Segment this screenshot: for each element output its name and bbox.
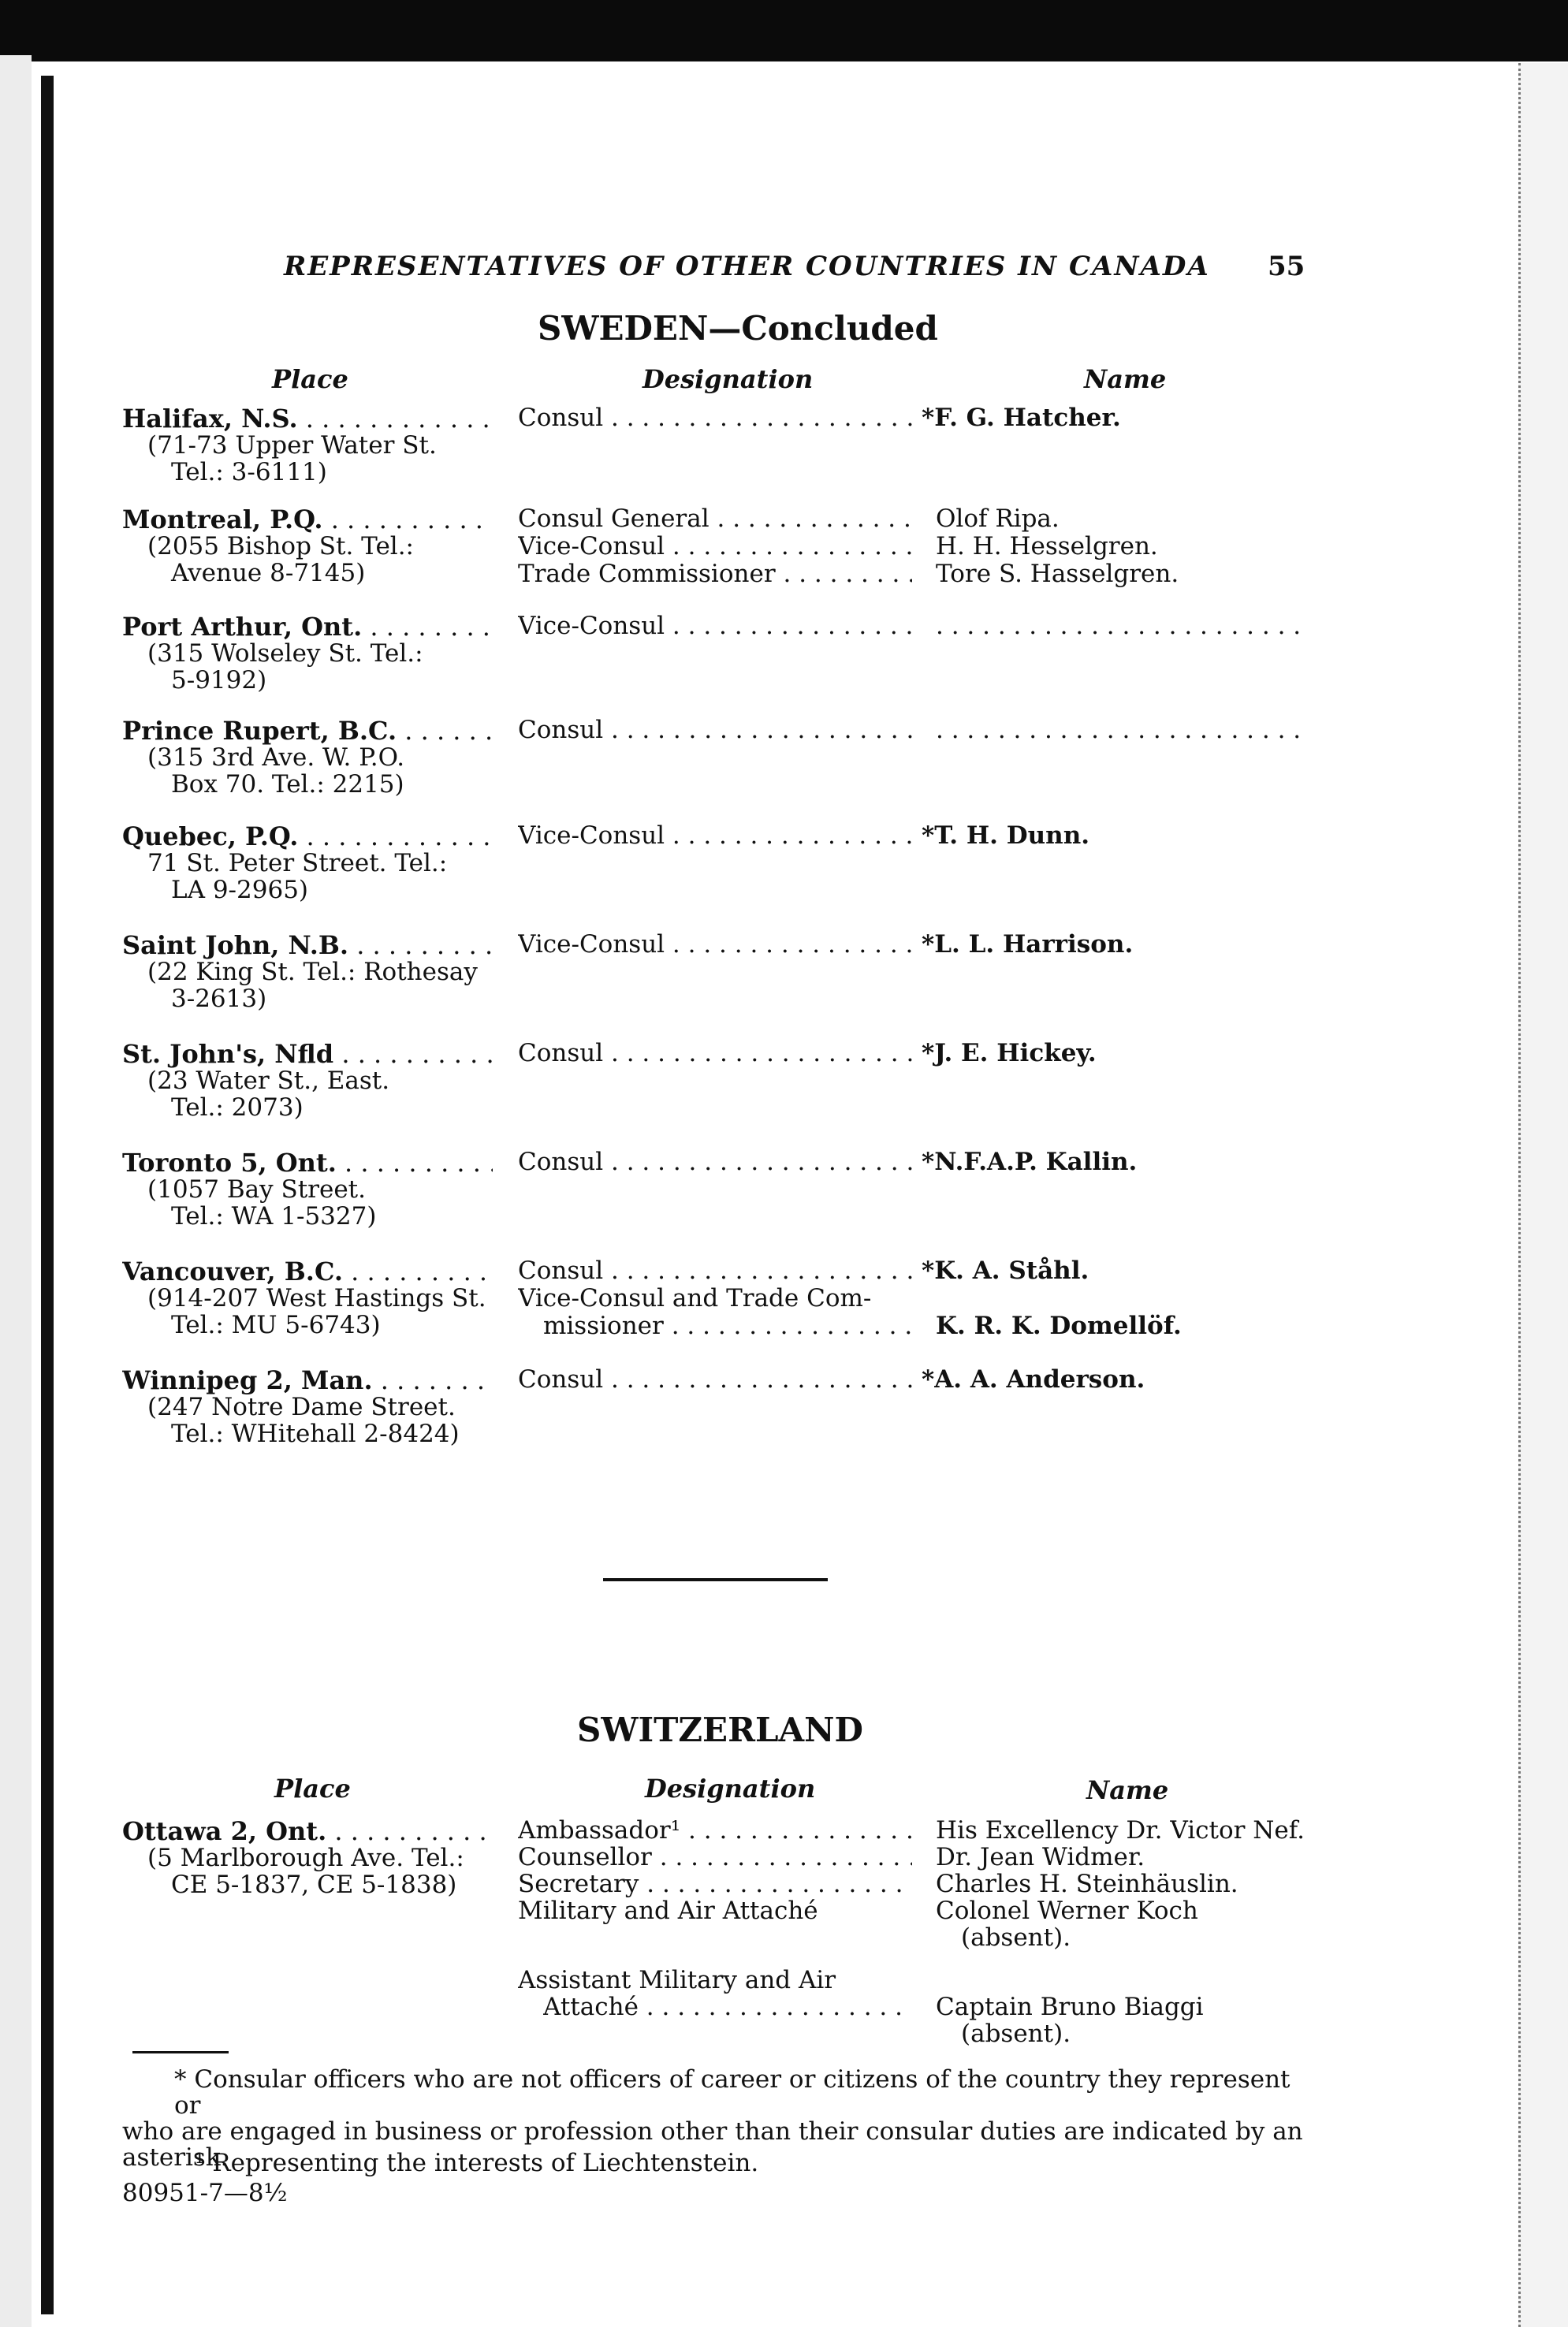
entry-place: Saint John, N.B. . . . bbox=[122, 930, 493, 960]
designation: Ambassador¹ . . . bbox=[518, 1816, 912, 1845]
entry-address: (1057 Bay Street. Tel.: WA 1-5327) bbox=[147, 1175, 377, 1231]
entry-place: Vancouver, B.C. . . . bbox=[122, 1257, 493, 1286]
entry-address: (2055 Bishop St. Tel.: Avenue 8-7145) bbox=[147, 532, 415, 587]
page-binding-edge bbox=[41, 76, 54, 2314]
column-header-place: Place bbox=[272, 364, 348, 394]
representative-name: H. H. Hesselgren. bbox=[936, 532, 1158, 560]
designation: Consul . . . bbox=[518, 1148, 912, 1176]
page-number: 55 bbox=[1268, 251, 1305, 282]
print-code: 80951-7—8½ bbox=[122, 2179, 288, 2207]
designation: Assistant Military and Air bbox=[518, 1966, 836, 1994]
vacant-name-leader bbox=[936, 612, 1306, 640]
running-head: REPRESENTATIVES OF OTHER COUNTRIES IN CANADA bbox=[284, 251, 1210, 282]
footnote-one: ¹ Representing the interests of Liechtenstein. bbox=[195, 2149, 759, 2177]
entry-place: Montreal, P.Q. . . . bbox=[122, 504, 493, 534]
representative-name: Tore S. Hasselgren. bbox=[936, 560, 1179, 588]
section-divider bbox=[603, 1578, 828, 1581]
designation: missioner . . . bbox=[543, 1312, 912, 1340]
entry-place: Port Arthur, Ont. . . . bbox=[122, 612, 493, 642]
entry-address: (315 Wolseley St. Tel.: 5-9192) bbox=[147, 639, 423, 694]
representative-name: Colonel Werner Koch bbox=[936, 1897, 1198, 1925]
designation: Secretary . . . bbox=[518, 1870, 912, 1898]
column-header-designation: Designation bbox=[645, 1774, 816, 1804]
entry-address: (22 King St. Tel.: Rothesay 3-2613) bbox=[147, 958, 478, 1013]
entry-address: (5 Marlborough Ave. Tel.: CE 5-1837, CE 5-1838) bbox=[147, 1844, 464, 1899]
scan-top-border bbox=[0, 0, 1568, 61]
designation: Consul . . . bbox=[518, 1039, 912, 1067]
representative-name: Dr. Jean Widmer. bbox=[936, 1843, 1145, 1871]
designation: Counsellor . . . bbox=[518, 1843, 912, 1871]
entry-address: (914-207 West Hastings St. Tel.: MU 5-6743) bbox=[147, 1284, 486, 1339]
column-header-name: Name bbox=[1086, 1775, 1169, 1805]
representative-name: K. R. K. Domellöf. bbox=[936, 1312, 1182, 1340]
section-title-switzerland: SWITZERLAND bbox=[577, 1711, 863, 1749]
representative-name: *T. H. Dunn. bbox=[922, 821, 1090, 850]
entry-address: (247 Notre Dame Street. Tel.: WHitehall 2-8424) bbox=[147, 1393, 460, 1448]
representative-name: His Excellency Dr. Victor Nef. bbox=[936, 1816, 1305, 1845]
designation: Consul . . . bbox=[518, 1365, 912, 1394]
scan-right-edge bbox=[1518, 63, 1568, 2327]
designation: Consul . . . bbox=[518, 716, 912, 744]
representative-name: *N.F.A.P. Kallin. bbox=[922, 1148, 1138, 1176]
representative-name: *J. E. Hickey. bbox=[922, 1039, 1097, 1067]
designation: Trade Commissioner . . . bbox=[518, 560, 912, 588]
vacant-name-leader bbox=[936, 716, 1306, 744]
designation: Vice-Consul . . . bbox=[518, 930, 912, 959]
entry-place: Quebec, P.Q. . . . bbox=[122, 821, 493, 851]
representative-name: *K. A. Ståhl. bbox=[922, 1257, 1089, 1285]
footnote-asterisk: * Consular officers who are not officers of career or citizens of the country they represent or who are engaged in business or profession other than their consular duties are indicated by an asterisk. bbox=[122, 2065, 1303, 2172]
entry-place: St. John's, Nfld . . . bbox=[122, 1039, 493, 1069]
entry-address: 71 St. Peter Street. Tel.: LA 9-2965) bbox=[147, 849, 448, 904]
representative-name: Olof Ripa. bbox=[936, 504, 1060, 533]
designation: Vice-Consul . . . bbox=[518, 821, 912, 850]
entry-address: (71-73 Upper Water St. Tel.: 3-6111) bbox=[147, 431, 437, 486]
designation: Military and Air Attaché bbox=[518, 1897, 818, 1925]
designation: Consul General . . . bbox=[518, 504, 912, 533]
entry-address: (23 Water St., East. Tel.: 2073) bbox=[147, 1067, 390, 1122]
designation: Vice-Consul . . . bbox=[518, 532, 912, 560]
entry-place: Winnipeg 2, Man. . . . bbox=[122, 1365, 493, 1395]
designation: Vice-Consul . . . bbox=[518, 612, 912, 640]
representative-name: *A. A. Anderson. bbox=[922, 1365, 1145, 1394]
designation: Consul . . . bbox=[518, 1257, 912, 1285]
entry-place: Prince Rupert, B.C. . . . bbox=[122, 716, 493, 746]
representative-name: Captain Bruno Biaggi bbox=[936, 1993, 1204, 2021]
entry-address: (315 3rd Ave. W. P.O. Box 70. Tel.: 2215) bbox=[147, 743, 405, 799]
representative-name: *F. G. Hatcher. bbox=[922, 404, 1121, 432]
column-header-place: Place bbox=[274, 1774, 351, 1804]
entry-place: Halifax, N.S. . . . bbox=[122, 404, 493, 434]
designation: Vice-Consul and Trade Com- bbox=[518, 1284, 872, 1312]
entry-place: Toronto 5, Ont. . . . bbox=[122, 1148, 493, 1178]
representative-name: (absent). bbox=[961, 1923, 1071, 1952]
section-title-sweden: SWEDEN—Concluded bbox=[538, 309, 938, 348]
representative-name: Charles H. Steinhäuslin. bbox=[936, 1870, 1238, 1898]
scan-left-margin bbox=[0, 55, 32, 2327]
column-header-designation: Designation bbox=[642, 364, 814, 394]
designation: Consul . . . bbox=[518, 404, 912, 432]
footnote-rule bbox=[132, 2051, 229, 2053]
column-header-name: Name bbox=[1084, 364, 1167, 394]
entry-place: Ottawa 2, Ont. . . . bbox=[122, 1816, 493, 1846]
designation: Attaché . . . bbox=[543, 1993, 912, 2021]
representative-name: (absent). bbox=[961, 2020, 1071, 2048]
representative-name: *L. L. Harrison. bbox=[922, 930, 1134, 959]
